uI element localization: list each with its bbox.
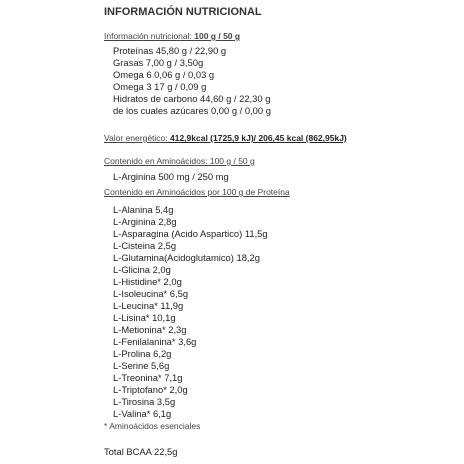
amino-acid-item: L-Histidine* 2,0g: [113, 276, 182, 287]
info-header-value: 100 g / 50 g: [194, 31, 241, 41]
energy-value: 412,9kcal (1725,9 kJ)/ 206,45 kcal (862,95kJ): [167, 133, 347, 143]
nutrient-sugars: de los cuales azúcares 0,00 g / 0,00 g: [113, 105, 271, 116]
amino-acid-item: L-Isoleucina* 6,5g: [113, 288, 189, 299]
amino-acid-item: L-Lisina* 10,1g: [113, 312, 176, 323]
amino-acid-item: L-Fenilalanina* 3,6g: [113, 336, 197, 347]
energy-label: Valor energético:: [104, 133, 168, 143]
essential-footnote: * Aminoácidos esenciales: [104, 421, 201, 431]
arginine-dose: L-Arginina 500 mg / 250 mg: [113, 171, 229, 182]
nutrient-carbs: Hidratos de carbono 44,60 g / 22,30 g: [113, 93, 271, 104]
amino-header-dose: Contenido en Aminoácidos: 100 g / 50 g: [104, 156, 255, 166]
amino-header-per-protein: Contenido en Aminoácidos por 100 g de Proteína: [104, 187, 290, 197]
amino-acid-item: L-Glicina 2,0g: [113, 264, 171, 275]
amino-acid-item: L-Prolina 6,2g: [113, 348, 172, 359]
nutrient-omega3: Omega 3 17 g / 0,09 g: [113, 81, 207, 92]
amino-acid-item: L-Valina* 6,1g: [113, 408, 172, 419]
energy-line: [104, 134, 347, 143]
nutrient-protein: Proteínas 45,80 g / 22,90 g: [113, 45, 227, 56]
amino-acid-item: L-Serine 5,6g: [113, 360, 170, 371]
info-header: [104, 32, 240, 41]
amino-acid-item: L-Alanina 5,4g: [113, 204, 174, 215]
amino-acid-item: L-Glutamina(Acidoglutamico) 18,2g: [113, 252, 260, 263]
nutrient-fat: Grasas 7,00 g / 3,50g: [113, 57, 204, 68]
amino-acid-item: L-Tirosina 3,5g: [113, 396, 176, 407]
amino-acid-item: L-Leucina* 11,9g: [113, 300, 184, 311]
total-bcaa: Total BCAA 22,5g: [104, 446, 178, 457]
amino-acid-item: L-Asparagina (Acido Aspartico) 11,5g: [113, 228, 268, 239]
amino-acid-item: L-Triptofano* 2,0g: [113, 384, 188, 395]
page-title: INFORMACIÓN NUTRICIONAL: [104, 6, 262, 18]
nutrient-omega6: Omega 6 0,06 g / 0,03 g: [113, 69, 215, 80]
amino-acid-item: L-Cisteina 2,5g: [113, 240, 177, 251]
amino-acid-item: L-Arginina 2,8g: [113, 216, 177, 227]
amino-acid-item: L-Metionina* 2,3g: [113, 324, 187, 335]
amino-acid-item: L-Treonina* 7,1g: [113, 372, 183, 383]
info-header-label: Información nutricional:: [104, 31, 195, 41]
